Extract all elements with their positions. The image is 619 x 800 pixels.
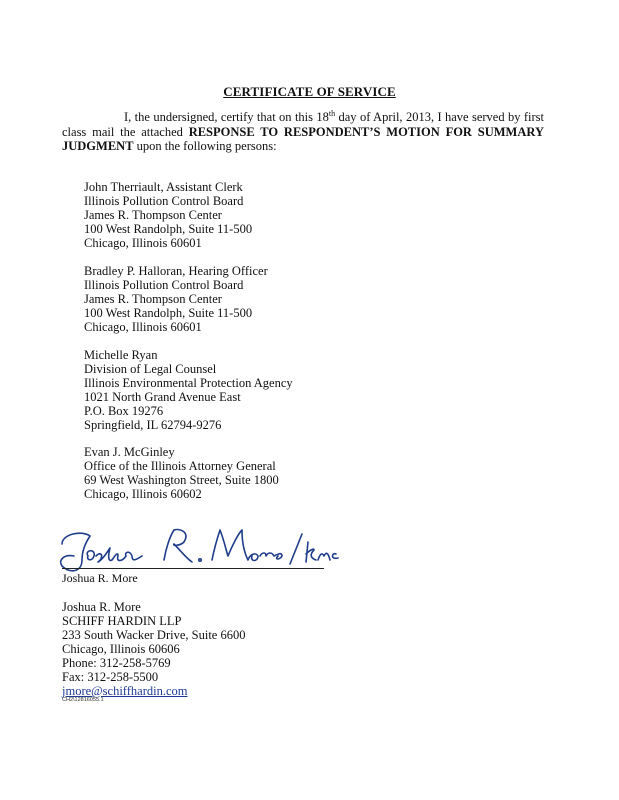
sender-firm: SCHIFF HARDIN LLP <box>62 614 182 628</box>
address-line: 69 West Washington Street, Suite 1800 <box>84 473 279 487</box>
address-line: P.O. Box 19276 <box>84 404 164 418</box>
intro-ordinal: th <box>328 108 336 118</box>
address-line: Illinois Pollution Control Board <box>84 278 244 292</box>
document-title-reference: RESPONSE TO RESPONDENT’S MOTION FOR SUMMARY JUDGMENT <box>62 124 544 153</box>
address-line: Bradley P. Halloran, Hearing Officer <box>84 264 268 278</box>
sender-contact-block <box>62 600 245 698</box>
address-line: Office of the Illinois Attorney General <box>84 459 276 473</box>
sender-fax: Fax: 312-258-5500 <box>62 670 159 684</box>
intro-pre: I, the undersigned, certify that on this 18 <box>124 110 329 124</box>
sender-phone: Phone: 312-258-5769 <box>62 656 171 670</box>
sender-name: Joshua R. More <box>62 600 141 614</box>
recipient-address <box>84 264 268 334</box>
sender-city: Chicago, Illinois 60606 <box>62 642 180 656</box>
recipient-address <box>84 445 279 501</box>
address-line: Illinois Environmental Protection Agency <box>84 376 293 390</box>
address-line: 1021 North Grand Avenue East <box>84 390 241 404</box>
address-line: Illinois Pollution Control Board <box>84 194 244 208</box>
sender-email-link[interactable]: jmore@schiffhardin.com <box>62 684 188 698</box>
address-line: 100 West Randolph, Suite 11-500 <box>84 222 253 236</box>
address-line: Chicago, Illinois 60602 <box>84 487 202 501</box>
signer-printed-name: Joshua R. More <box>62 571 138 585</box>
certification-paragraph <box>62 110 544 154</box>
address-line: Evan J. McGinley <box>84 445 175 459</box>
address-line: 100 West Randolph, Suite 11-500 <box>84 306 253 320</box>
intro-mid: day of April, 2013, I have served by first class mail the attached <box>62 110 544 139</box>
document-id: CH2\12816055.1 <box>62 697 104 703</box>
address-line: James R. Thompson Center <box>84 208 222 222</box>
address-line: John Therriault, Assistant Clerk <box>84 180 243 194</box>
address-line: Division of Legal Counsel <box>84 362 217 376</box>
sender-street: 233 South Wacker Drive, Suite 6600 <box>62 628 246 642</box>
recipient-address <box>84 180 252 250</box>
recipient-address <box>84 348 293 432</box>
intro-post: upon the following persons: <box>133 139 277 153</box>
address-line: Chicago, Illinois 60601 <box>84 236 202 250</box>
address-line: James R. Thompson Center <box>84 292 222 306</box>
address-line: Springfield, IL 62794-9276 <box>84 418 222 432</box>
address-line: Michelle Ryan <box>84 348 158 362</box>
signature-line <box>62 568 324 569</box>
page-title: CERTIFICATE OF SERVICE <box>223 84 396 99</box>
address-line: Chicago, Illinois 60601 <box>84 320 202 334</box>
